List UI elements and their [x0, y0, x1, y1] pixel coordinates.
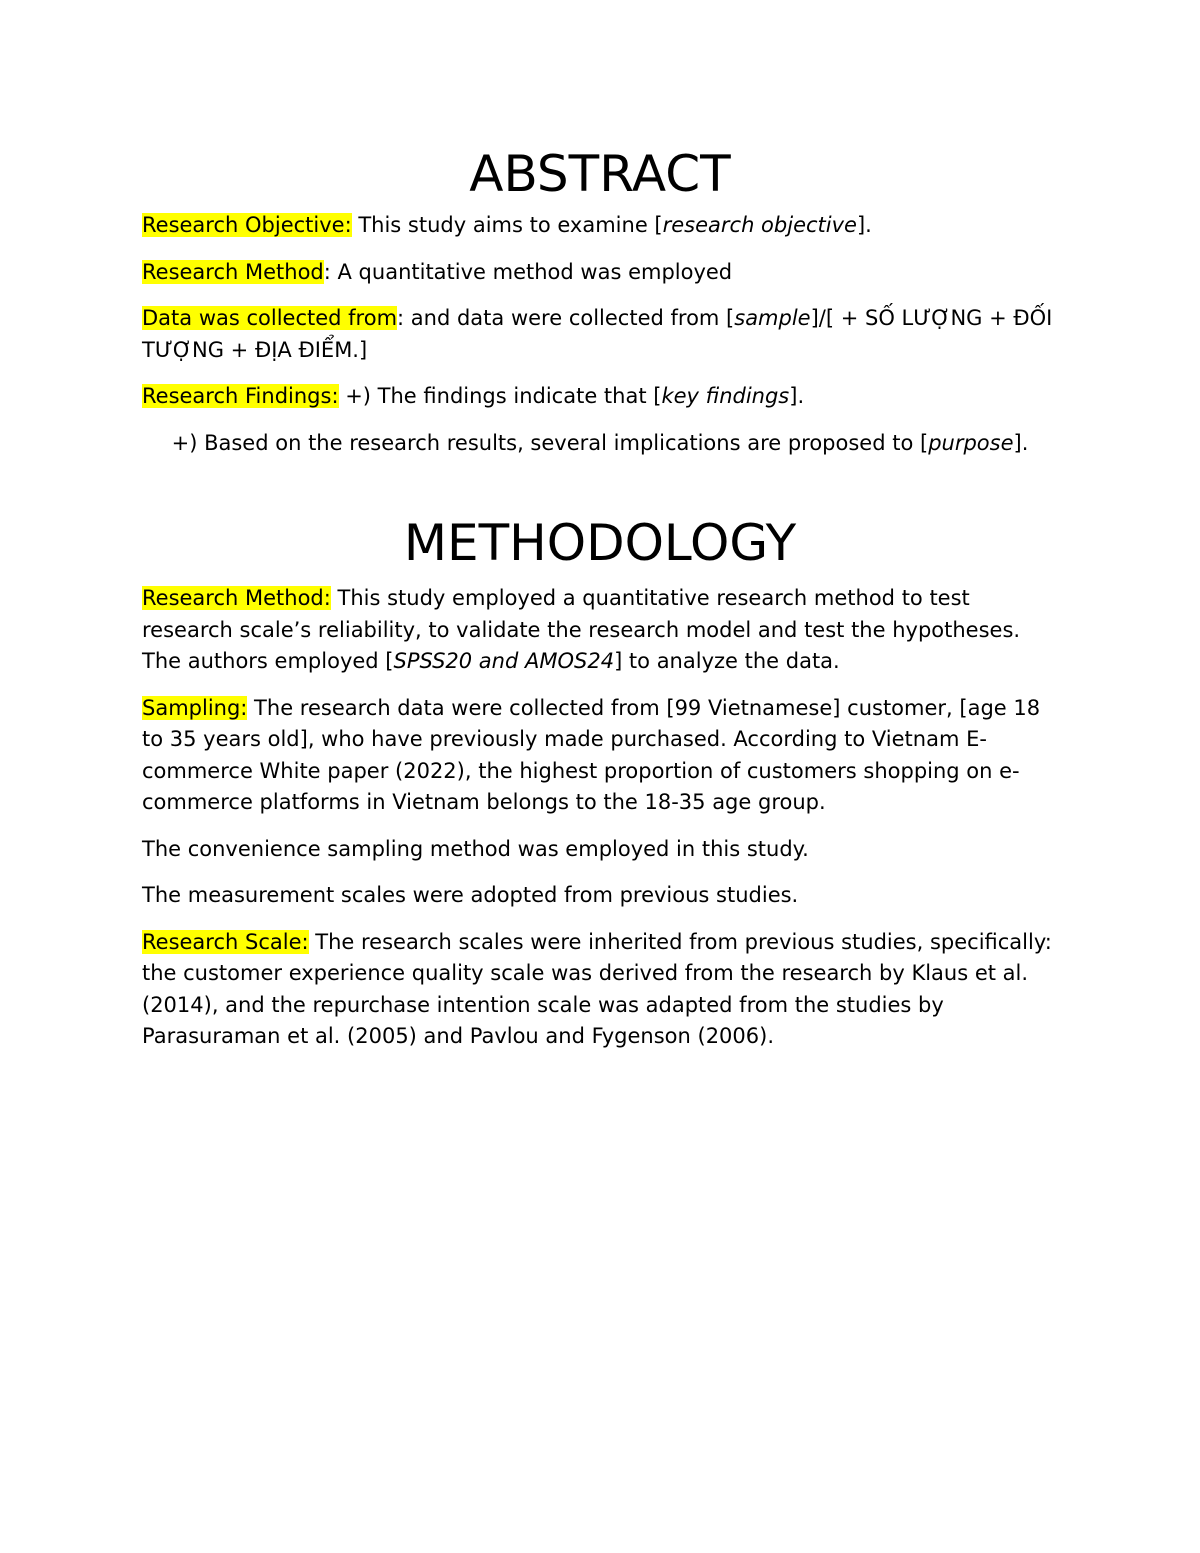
research-method-text: : A quantitative method was employed [323, 259, 733, 284]
research-findings-text: +) The findings indicate that [ [338, 384, 662, 408]
methodology-method-paragraph [142, 583, 1058, 678]
research-objective-text: This study aims to examine [ [351, 213, 663, 237]
research-findings-placeholder: key findings [661, 384, 790, 408]
methodology-method-tools: SPSS20 and AMOS24 [393, 649, 615, 673]
implications-text: +) Based on the research results, several implications are proposed to [ [171, 430, 929, 455]
methodology-method-text: This study employed a quantitative research method to test research scale’s reliability, to validate the research model and test the hypotheses. The authors employed [ [142, 586, 1021, 673]
research-objective-placeholder: research objective [662, 213, 857, 237]
research-method-label: Research Method [142, 259, 324, 284]
research-scale-paragraph [142, 927, 1058, 1053]
methodology-heading: METHODOLOGY [403, 514, 797, 572]
data-collection-paragraph [142, 303, 1058, 366]
research-findings-label: Research Findings: [142, 384, 339, 408]
sampling-text: The research data were collected from [99 Vietnamese] customer, [age 18 to 35 years old], who have previously made purchased. According to Vietnam E-commerce White paper (2022), the highest proportion of customers shopping on e-commerce platforms in Vietnam belongs to the 18-35 age group. [142, 695, 1041, 814]
research-findings-text-end: ]. [789, 384, 805, 408]
research-scale-label: Research Scale: [142, 929, 309, 954]
methodology-method-text-end: ] to analyze the data. [614, 649, 840, 673]
data-collection-text: : and data were collected from [ [397, 306, 735, 330]
sampling-label: Sampling: [142, 695, 248, 720]
implications-placeholder: purpose [928, 430, 1014, 455]
implications-text-end: ]. [1013, 430, 1029, 455]
research-scale-text: The research scales were inherited from previous studies, specifically: the customer experience quality scale was derived from the research by Klaus et al. (2014), and the repurchase intention scale was adapted from the studies by Parasuraman et al. (2005) and Pavlou and Fygenson (2006). [142, 929, 1052, 1048]
research-objective-label: Research Objective: [142, 213, 352, 237]
implications-paragraph [142, 428, 1058, 460]
data-collection-label: Data was collected from [142, 306, 398, 330]
abstract-heading: ABSTRACT [469, 145, 731, 203]
research-objective-paragraph [142, 210, 1058, 242]
research-objective-text-end: ]. [856, 213, 872, 237]
data-collection-text-end: ]/[ + SỐ LƯỢNG + ĐỐI TƯỢNG + ĐỊA ĐIỂM.] [142, 306, 1053, 362]
methodology-method-label: Research Method: [142, 586, 331, 610]
research-method-paragraph [142, 257, 1058, 289]
data-collection-placeholder: sample [734, 306, 811, 330]
research-findings-paragraph [142, 381, 1058, 413]
convenience-paragraph: The convenience sampling method was employed in this study. [142, 836, 809, 861]
document-page [142, 138, 1058, 1068]
measurement-paragraph: The measurement scales were adopted from previous studies. [142, 883, 799, 907]
sampling-paragraph [142, 693, 1058, 819]
